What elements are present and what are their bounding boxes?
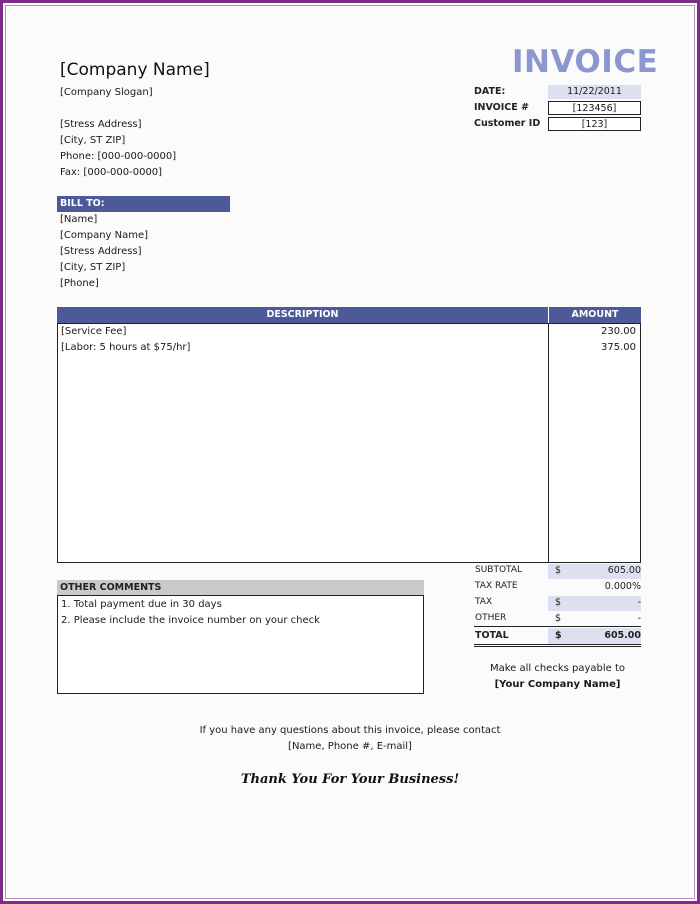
tax-currency: $ [555, 597, 562, 608]
address-line: Phone: [000-000-0000] [60, 151, 177, 162]
bill-to-block [60, 212, 148, 292]
total-label: TOTAL [475, 630, 509, 641]
company-slogan: [Company Slogan] [60, 87, 153, 98]
payable-note: Make all checks payable to [489, 663, 626, 674]
total-value: 605.00 [604, 630, 641, 641]
comments-box[interactable] [57, 595, 424, 694]
invoice-number-label: INVOICE # [474, 102, 530, 113]
description-header: DESCRIPTION [57, 307, 548, 323]
total-underline [474, 644, 641, 645]
company-address [60, 117, 176, 181]
table-row[interactable] [58, 340, 642, 356]
other-currency: $ [555, 613, 562, 624]
column-divider [548, 323, 549, 563]
contact-details: [Name, Phone #, E-mail] [288, 741, 412, 752]
row-description: [Labor: 5 hours at $75/hr] [61, 342, 191, 353]
customer-id-field[interactable]: [123] [548, 117, 641, 131]
comment-line: 1. Total payment due in 30 days [61, 599, 222, 610]
comment-line: 2. Please include the invoice number on your check [61, 615, 320, 626]
contact-note: If you have any questions about this invoice, please contact [199, 725, 501, 736]
bill-to-heading: BILL TO: [57, 196, 230, 212]
bill-to-line: [Phone] [60, 278, 99, 289]
tax-label: TAX [475, 597, 493, 607]
address-line: [Stress Address] [60, 119, 142, 130]
subtotal-value: 605.00 [607, 565, 641, 576]
row-amount: 375.00 [601, 342, 636, 353]
invoice-title: INVOICE [512, 44, 659, 80]
tax-rate-label: TAX RATE [475, 581, 518, 591]
company-name: [Company Name] [60, 60, 210, 80]
invoice-number-field[interactable]: [123456] [548, 101, 641, 115]
comments-heading: OTHER COMMENTS [57, 580, 424, 595]
thank-you-message: Thank You For Your Business! [240, 772, 460, 787]
tax-rate-value[interactable]: 0.000% [604, 581, 641, 592]
date-value[interactable]: 11/22/2011 [548, 85, 641, 99]
subtotal-currency: $ [555, 565, 562, 576]
bill-to-line: [Name] [60, 214, 98, 225]
address-line: Fax: [000-000-0000] [60, 167, 163, 178]
bill-to-line: [City, ST ZIP] [60, 262, 126, 273]
table-row[interactable] [58, 324, 642, 340]
row-amount: 230.00 [601, 326, 636, 337]
bill-to-line: [Stress Address] [60, 246, 142, 257]
total-divider [474, 626, 641, 627]
bill-to-line: [Company Name] [60, 230, 149, 241]
subtotal-label: SUBTOTAL [475, 565, 523, 575]
other-label: OTHER [475, 613, 507, 623]
row-description: [Service Fee] [61, 326, 127, 337]
total-currency: $ [555, 630, 562, 641]
total-double-underline [474, 646, 641, 647]
tax-bg [548, 596, 641, 611]
address-line: [City, ST ZIP] [60, 135, 126, 146]
other-value[interactable]: - [637, 613, 641, 624]
line-items-table [57, 323, 641, 563]
payable-company: [Your Company Name] [494, 679, 621, 690]
date-label: DATE: [474, 86, 506, 97]
tax-value: - [637, 597, 641, 608]
amount-header: AMOUNT [548, 307, 641, 323]
customer-id-label: Customer ID [474, 118, 541, 129]
